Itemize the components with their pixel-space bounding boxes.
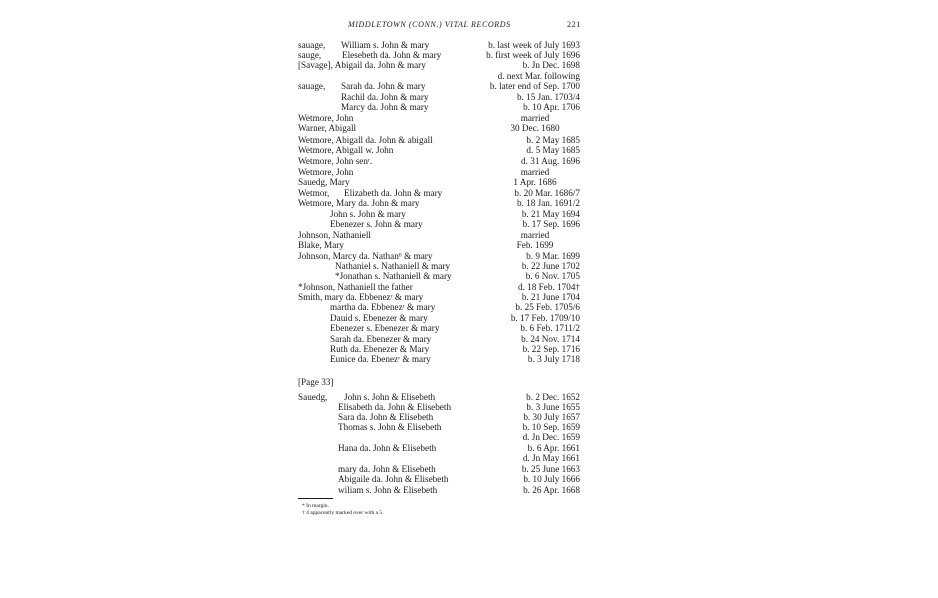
record-date: d. 18 Feb. 1704† — [517, 282, 580, 292]
record-row — [298, 123, 580, 133]
record-row — [298, 251, 580, 261]
record-row — [298, 282, 580, 292]
record-row — [298, 412, 580, 422]
record-person: Ruth da. Ebenezer & Mary — [330, 344, 430, 354]
record-date: b. 6 Nov. 1705 — [525, 271, 580, 281]
record-date: b. 2 Dec. 1652 — [526, 392, 580, 402]
record-person: *Jonathan s. Nathaniell & mary — [335, 271, 452, 281]
record-date: d. Jn May 1661 — [522, 453, 580, 463]
record-date: b. later end of Sep. 1700 — [489, 81, 580, 91]
record-row — [298, 145, 580, 155]
record-date: married — [520, 230, 550, 240]
record-date: b. 10 July 1666 — [523, 474, 580, 484]
record-row — [298, 50, 580, 60]
record-person: Dauid s. Ebenezer & mary — [330, 313, 428, 323]
record-surname: Sauedg, Mary — [298, 177, 350, 187]
record-surname: Wetmore, John — [298, 113, 354, 123]
record-person: William s. John & mary — [341, 40, 430, 50]
record-surname: sauage, — [298, 40, 326, 50]
record-surname: Smith, mary da. Ebbenezʳ & mary — [298, 292, 424, 302]
record-date: b. 17 Sep. 1696 — [522, 219, 580, 229]
record-date: b. last week of July 1693 — [488, 40, 580, 50]
record-person: Sarah da. John & mary — [341, 81, 426, 91]
record-date: d. 31 Aug. 1696 — [521, 156, 580, 166]
record-person: Abigaile da. John & Elisebeth — [338, 474, 449, 484]
record-row — [298, 402, 580, 412]
record-surname: Wetmore, Abigall da. John & abigall — [298, 135, 433, 145]
record-date: b. 9 Mar. 1699 — [526, 251, 580, 261]
record-surname: sauage, — [298, 81, 326, 91]
record-person: Marcy da. John & mary — [341, 102, 429, 112]
record-person: Elisabeth da. John & Elisebeth — [338, 402, 452, 412]
record-surname: Sauedg, — [298, 392, 328, 402]
record-row — [298, 60, 580, 70]
record-date: b. 18 Jan. 1691/2 — [516, 198, 580, 208]
record-date: b. 15 Jan. 1703/4 — [516, 92, 580, 102]
record-date: b. 20 Mar. 1686/7 — [514, 188, 580, 198]
record-person-inline: Elizabeth da. John & mary — [344, 188, 443, 198]
record-row — [298, 177, 580, 187]
record-person: Nathaniel s. Nathaniell & mary — [335, 261, 451, 271]
record-row — [298, 167, 580, 177]
record-row — [298, 113, 580, 123]
record-row — [298, 102, 580, 112]
record-row — [298, 240, 580, 250]
record-row — [298, 302, 580, 312]
record-person: Sara da. John & Elisebeth — [338, 412, 434, 422]
record-row — [298, 432, 580, 442]
record-row — [298, 81, 580, 91]
record-date: b. 3 July 1718 — [527, 354, 580, 364]
record-date: married — [520, 167, 550, 177]
record-person: wiliam s. John & Elisebeth — [338, 485, 438, 495]
record-date: b. first week of July 1696 — [486, 50, 580, 60]
record-date: 1 Apr. 1686 — [513, 177, 557, 187]
record-row — [298, 188, 580, 198]
record-surname: *Johnson, Nathaniell the father — [298, 282, 413, 292]
record-date: b. 25 Feb. 1705/6 — [515, 302, 580, 312]
record-date: b. 22 June 1702 — [521, 261, 580, 271]
record-surname: sauge, — [298, 50, 322, 60]
record-date: d. 5 May 1685 — [526, 145, 580, 155]
record-person: Sarah da. Ebenezer & mary — [330, 334, 432, 344]
record-row — [298, 313, 580, 323]
footnote-rule — [298, 498, 333, 499]
record-surname: Warner, Abigall — [298, 123, 357, 133]
record-date: b. 24 Nov. 1714 — [521, 334, 580, 344]
record-person: Eunice da. Ebenezʳ & mary — [330, 354, 431, 364]
record-date: b. 21 June 1704 — [521, 292, 580, 302]
record-row — [298, 392, 580, 402]
record-surname: [Savage], Abigail da. John & mary — [298, 60, 426, 70]
footnote-2: † 4 appacently marked over with a 5. — [302, 510, 384, 516]
record-date: b. 17 Feb. 1709/10 — [510, 313, 580, 323]
record-person-inline: John s. John & Elisebeth — [344, 392, 436, 402]
record-row — [298, 40, 580, 50]
record-date: b. 21 May 1694 — [521, 209, 580, 219]
record-row — [298, 198, 580, 208]
record-person: mary da. John & Elisebeth — [338, 464, 436, 474]
record-date: b. 22 Sep. 1716 — [522, 344, 580, 354]
record-person: Ebenezer s. John & mary — [330, 219, 423, 229]
record-surname: Wetmore, Mary da. John & mary — [298, 198, 420, 208]
record-date: b. 26 Apr. 1668 — [523, 485, 580, 495]
record-row — [298, 71, 580, 81]
record-date: 30 Dec. 1680 — [510, 123, 560, 133]
record-surname: Johnson, Marcy da. Nathanˡˡ & mary — [298, 251, 433, 261]
record-date: d. Jn Dec. 1659 — [522, 432, 580, 442]
record-date: b. 10 Apr. 1706 — [523, 102, 580, 112]
record-date: b. 6 Feb. 1711/2 — [520, 323, 580, 333]
running-header-title: MIDDLETOWN (CONN.) VITAL RECORDS — [348, 20, 511, 29]
record-row — [298, 474, 580, 484]
record-row — [298, 271, 580, 281]
record-row — [298, 344, 580, 354]
record-row — [298, 422, 580, 432]
record-date: d. next Mar. following — [497, 71, 580, 81]
record-row — [298, 219, 580, 229]
record-row — [298, 209, 580, 219]
record-row — [298, 354, 580, 364]
record-date: b. 2 May 1685 — [526, 135, 580, 145]
record-date: b. 30 July 1657 — [523, 412, 580, 422]
footnote-1: * In margin. — [302, 503, 329, 509]
record-person: martha da. Ebbenezʳ & mary — [330, 302, 436, 312]
record-surname: [Page 33] — [298, 377, 334, 387]
record-row — [298, 156, 580, 166]
record-date: b. 25 June 1663 — [521, 464, 580, 474]
record-surname: Wetmore, John — [298, 167, 354, 177]
page-number: 221 — [567, 20, 581, 29]
record-row — [298, 261, 580, 271]
record-row — [298, 377, 580, 387]
record-surname: Blake, Mary — [298, 240, 344, 250]
record-row — [298, 92, 580, 102]
record-row — [298, 230, 580, 240]
record-date: b. Jn Dec. 1698 — [522, 60, 580, 70]
record-row — [298, 334, 580, 344]
record-date: b. 3 June 1655 — [526, 402, 580, 412]
record-person: Hana da. John & Elisebeth — [338, 443, 437, 453]
record-surname: Wetmore, Abigall w. John — [298, 145, 394, 155]
record-row — [298, 292, 580, 302]
record-date: married — [520, 113, 550, 123]
record-row — [298, 453, 580, 463]
record-person: Rachil da. John & mary — [341, 92, 429, 102]
record-person: Elesebeth da. John & mary — [342, 50, 442, 60]
record-person: Thomas s. John & Elisebeth — [338, 422, 442, 432]
record-row — [298, 323, 580, 333]
record-date: b. 10 Sep. 1659 — [522, 422, 580, 432]
record-person: John s. John & mary — [330, 209, 406, 219]
record-date: Feb. 1699 — [516, 240, 554, 250]
record-date: b. 6 Apr. 1661 — [527, 443, 580, 453]
record-row — [298, 135, 580, 145]
record-row — [298, 443, 580, 453]
record-surname: Wetmore, John senʳ. — [298, 156, 373, 166]
record-person: Ebenezer s. Ebenezer & mary — [330, 323, 440, 333]
record-surname: Wetmor, — [298, 188, 330, 198]
record-surname: Johnson, Nathaniell — [298, 230, 371, 240]
record-row — [298, 485, 580, 495]
record-row — [298, 464, 580, 474]
